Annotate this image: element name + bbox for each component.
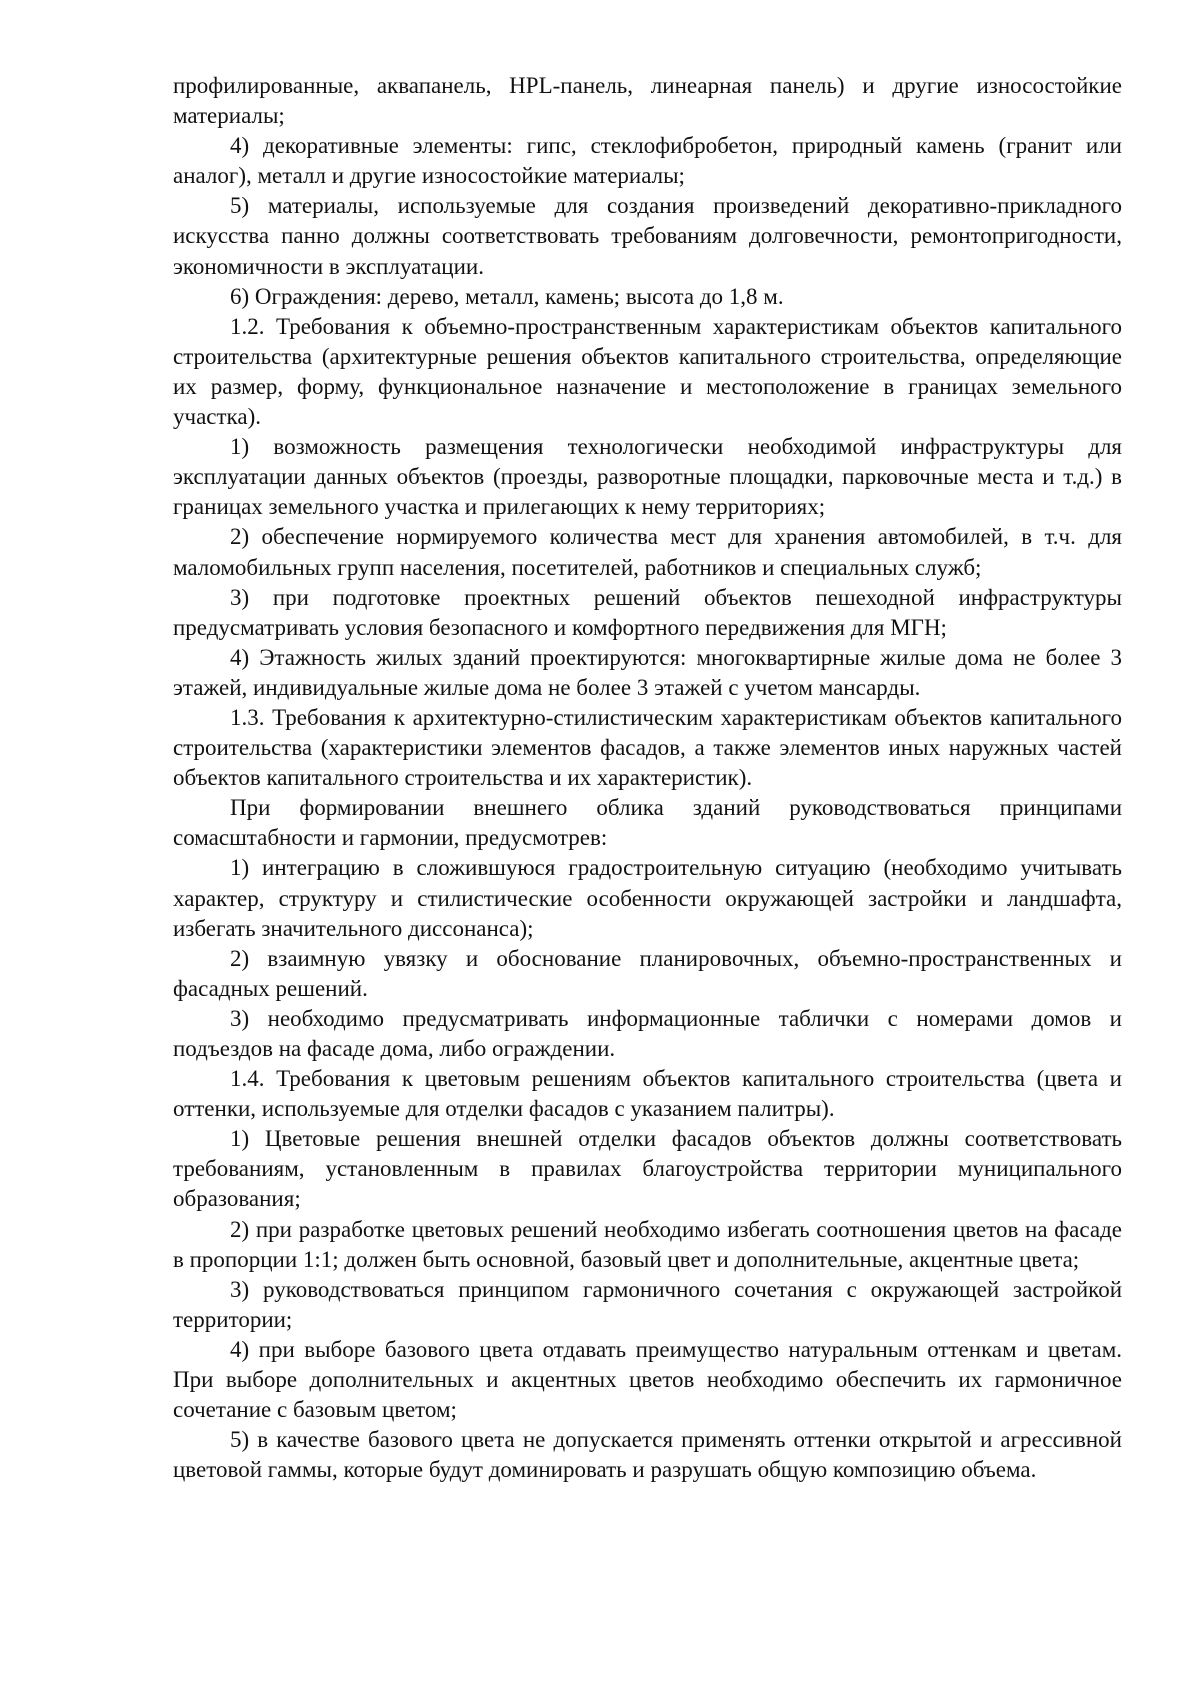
paragraph-storeys: 4) Этажность жилых зданий проектируются: многоквартирные жилые дома не более 3 этажей, индивидуальные жилые дома не более 3 этажей с учетом мансарды. — [173, 644, 1122, 700]
paragraph-base-color: 4) при выборе базового цвета отдавать преимущество натуральным оттенкам и цветам. При выборе дополнительных и акцентных цветов необходимо обеспечить их гармоничное сочетание с базовым цветом; — [173, 1336, 1122, 1423]
paragraph-house-number-signs: 3) необходимо предусматривать информационные таблички с номерами домов и подъездов на фасаде дома, либо ограждении. — [173, 1005, 1122, 1061]
paragraph-parking: 2) обеспечение нормируемого количества мест для хранения автомобилей, в т.ч. для маломобильных групп населения, посетителей, работников и специальных служб; — [173, 524, 1122, 580]
paragraph-integration: 1) интеграцию в сложившуюся градостроительную ситуацию (необходимо учитывать характер, структуру и стилистические особенности окружающей застройки и ландшафта, избегать значительного диссонанса); — [173, 855, 1122, 941]
paragraph-infrastructure: 1) возможность размещения технологически необходимой инфраструктуры для эксплуатации данных объектов (проезды, разворотные площадки, парковочные места и т.д.) в границах земельного участка и прилегающих к нему территориях; — [173, 434, 1122, 520]
paragraph-coordination: 2) взаимную увязку и обоснование планировочных, объемно-пространственных и фасадных решений. — [173, 945, 1122, 1001]
paragraph-color-proportion: 2) при разработке цветовых решений необходимо избегать соотношения цветов на фасаде в пропорции 1:1; должен быть основной, базовый цвет и дополнительные, акцентные цвета; — [173, 1216, 1122, 1272]
paragraph-materials-continued: профилированные, аквапанель, HPL-панель, линеарная панель) и другие износостойкие материалы; — [173, 73, 1122, 129]
document-page — [173, 71, 1122, 1485]
paragraph-aggressive-colors: 5) в качестве базового цвета не допускается применять оттенки открытой и агрессивной цветовой гаммы, которые будут доминировать и разрушать общую композицию объема. — [173, 1427, 1122, 1483]
section-heading-1-3: 1.3. Требования к архитектурно-стилистическим характеристикам объектов капитального строительства (характеристики элементов фасадов, а также элементов иных наружных частей объектов капитального строительства и их характеристик). — [173, 704, 1122, 791]
paragraph-applied-art-materials: 5) материалы, используемые для создания произведений декоративно-прикладного искусства панно должны соответствовать требованиям долговечности, ремонтопригодности, экономичности в эксплуатации. — [173, 193, 1122, 279]
paragraph-appearance-principles: При формировании внешнего облика зданий руководствоваться принципами сомасштабности и гармонии, предусмотрев: — [173, 795, 1122, 851]
paragraph-color-compliance: 1) Цветовые решения внешней отделки фасадов объектов должны соответствовать требованиям, установленным в правилах благоустройства территории муниципального образования; — [173, 1126, 1122, 1212]
section-heading-1-2: 1.2. Требования к объемно-пространственным характеристикам объектов капитального строительства (архитектурные решения объектов капитального строительства, определяющие их размер, форму, функциональное назначение и местоположение в границах земельного участка). — [173, 313, 1122, 430]
paragraph-fences: 6) Ограждения: дерево, металл, камень; высота до 1,8 м. — [230, 283, 784, 309]
paragraph-decorative-elements: 4) декоративные элементы: гипс, стеклофибробетон, природный камень (гранит или аналог), металл и другие износостойкие материалы; — [173, 133, 1122, 189]
paragraph-harmony: 3) руководствоваться принципом гармоничного сочетания с окружающей застройкой территории; — [173, 1276, 1122, 1332]
paragraph-pedestrian: 3) при подготовке проектных решений объектов пешеходной инфраструктуры предусматривать условия безопасного и комфортного передвижения для МГН; — [173, 584, 1122, 640]
section-heading-1-4: 1.4. Требования к цветовым решениям объектов капитального строительства (цвета и оттенки, используемые для отделки фасадов с указанием палитры). — [173, 1066, 1122, 1122]
